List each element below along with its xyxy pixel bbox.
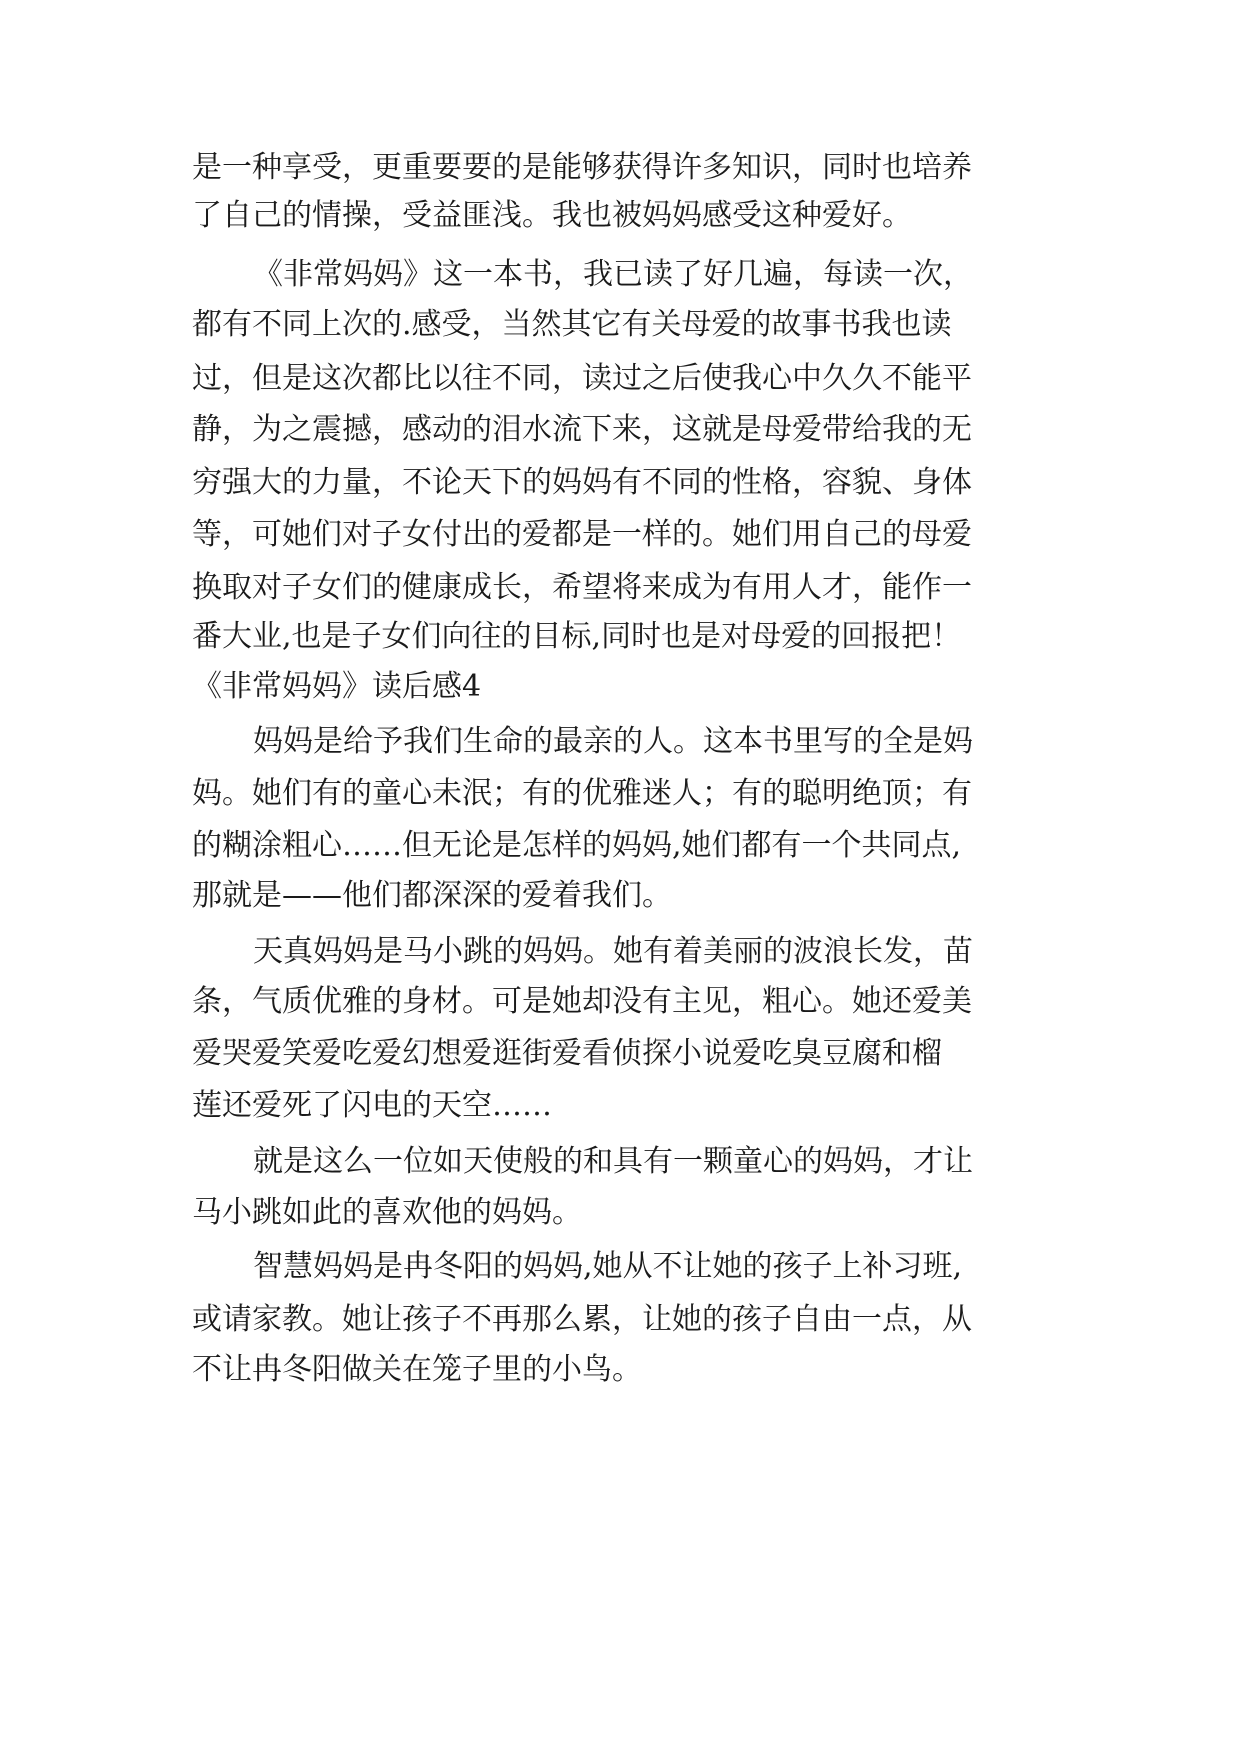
text-line: 了自己的情操，受益匪浅。我也被妈妈感受这种爱好。 (192, 198, 912, 233)
text-line: 妈。她们有的童心未泯；有的优雅迷人；有的聪明绝顶；有 (192, 776, 972, 811)
text-line: 都有不同上次的.感受，当然其它有关母爱的故事书我也读 (192, 307, 952, 342)
text-line: 那就是——他们都深深的爱着我们。 (192, 878, 672, 913)
paragraph-first-line: 智慧妈妈是冉冬阳的妈妈,她从不让她的孩子上补习班, (253, 1249, 963, 1284)
text-line: 番大业,也是子女们向往的目标,同时也是对母爱的回报把！ (192, 619, 962, 654)
text-line: 条，气质优雅的身材。可是她却没有主见，粗心。她还爱美 (192, 984, 972, 1019)
paragraph-first-line: 妈妈是给予我们生命的最亲的人。这本书里写的全是妈 (253, 724, 973, 759)
text-line: 穷强大的力量，不论天下的妈妈有不同的性格，容貌、身体 (192, 465, 972, 500)
text-line: 的糊涂粗心……但无论是怎样的妈妈,她们都有一个共同点, (192, 828, 962, 863)
text-line: 或请家教。她让孩子不再那么累，让她的孩子自由一点，从 (192, 1302, 972, 1337)
text-line: 是一种享受，更重要要的是能够获得许多知识，同时也培养 (192, 150, 972, 185)
text-line: 马小跳如此的喜欢他的妈妈。 (192, 1195, 582, 1230)
text-line: 过，但是这次都比以往不同，读过之后使我心中久久不能平 (192, 361, 972, 396)
text-line: 静，为之震撼，感动的泪水流下来，这就是母爱带给我的无 (192, 412, 972, 447)
paragraph-first-line: 就是这么一位如天使般的和具有一颗童心的妈妈，才让 (253, 1144, 973, 1179)
section-heading: 《非常妈妈》读后感4 (192, 669, 482, 704)
text-line: 莲还爱死了闪电的天空…… (192, 1088, 552, 1123)
text-line: 换取对子女们的健康成长，希望将来成为有用人才，能作一 (192, 570, 972, 605)
paragraph-first-line: 《非常妈妈》这一本书，我已读了好几遍，每读一次， (253, 257, 973, 292)
paragraph-first-line: 天真妈妈是马小跳的妈妈。她有着美丽的波浪长发，苗 (253, 934, 973, 969)
text-line: 等，可她们对子女付出的爱都是一样的。她们用自己的母爱 (192, 517, 972, 552)
text-line: 不让冉冬阳做关在笼子里的小鸟。 (192, 1352, 642, 1387)
text-line: 爱哭爱笑爱吃爱幻想爱逛街爱看侦探小说爱吃臭豆腐和榴 (192, 1036, 942, 1071)
